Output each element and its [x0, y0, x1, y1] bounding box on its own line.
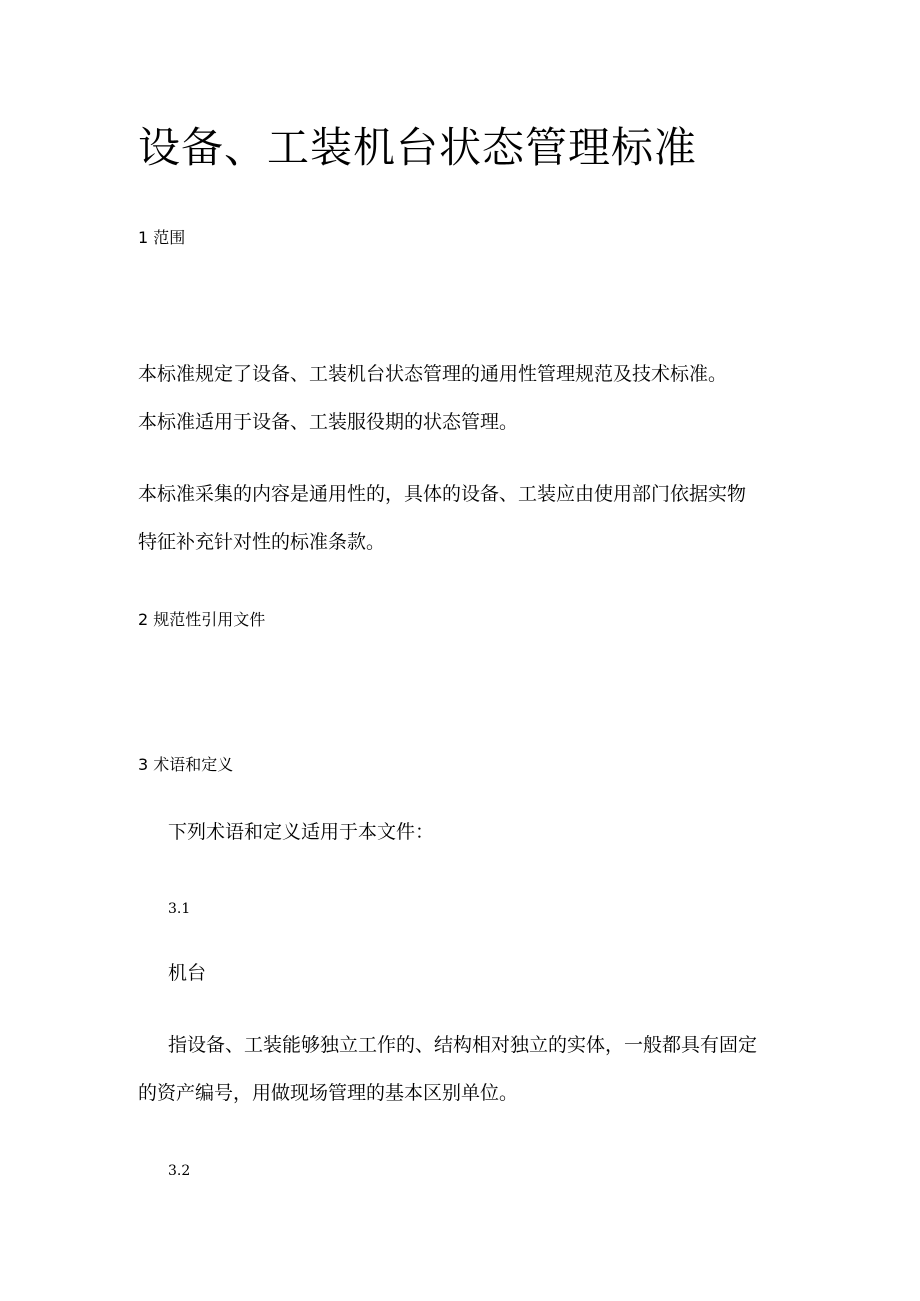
section-1-paragraph-1: 本标准规定了设备、工装机台状态管理的通用性管理规范及技术标准。	[138, 363, 728, 385]
clause-3-1-definition-line-2: 的资产编号，用做现场管理的基本区别单位。	[138, 1082, 519, 1104]
section-3-heading: 3 术语和定义	[138, 755, 234, 774]
section-2-heading: 2 规范性引用文件	[138, 610, 266, 629]
clause-3-2-number: 3.2	[168, 1163, 191, 1179]
document-title: 设备、工装机台状态管理标准	[138, 123, 698, 172]
section-1-paragraph-3-line-2: 特征补充针对性的标准条款。	[138, 531, 386, 553]
section-1-paragraph-2: 本标准适用于设备、工装服役期的状态管理。	[138, 411, 519, 433]
clause-3-1-number: 3.1	[168, 901, 191, 917]
section-3-intro: 下列术语和定义适用于本文件：	[168, 821, 435, 843]
clause-3-1-term: 机台	[168, 962, 207, 984]
section-1-paragraph-3-line-1: 本标准采集的内容是通用性的，具体的设备、工装应由使用部门依据实物	[138, 483, 747, 505]
section-1-heading: 1 范围	[138, 228, 186, 247]
clause-3-1-definition-line-1: 指设备、工装能够独立工作的、结构相对独立的实体，一般都具有固定	[168, 1034, 758, 1056]
